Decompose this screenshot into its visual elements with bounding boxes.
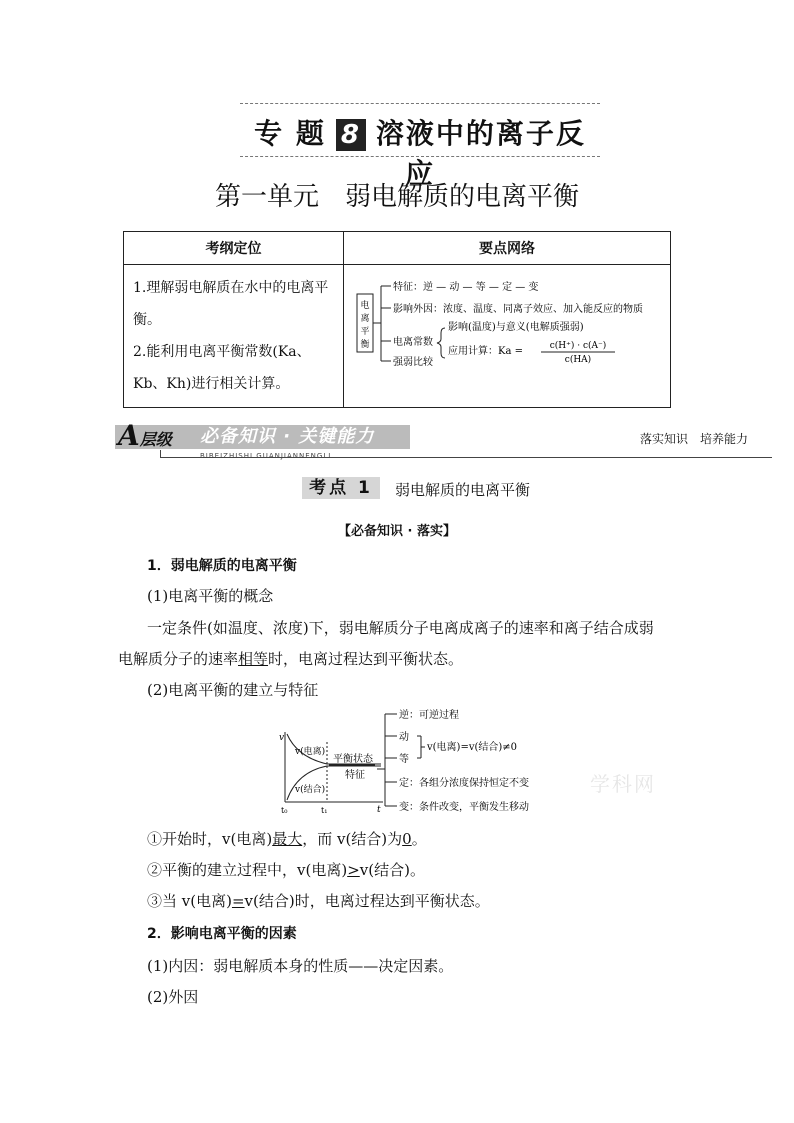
feature-item: 逆：可逆过程 (399, 710, 459, 721)
topic-number: 8 (336, 119, 366, 151)
answer-underlined: > (347, 861, 360, 879)
goal-item: 1.理解弱电解质在水中的电离平衡。 (133, 280, 329, 328)
feature-item: 动 (399, 732, 409, 743)
feature-label: 特征 (345, 770, 365, 781)
mindmap-root-1: 电 (360, 301, 370, 311)
axis-x-label: t (377, 805, 381, 815)
axis-y-label: v (279, 733, 285, 743)
col-header-network: 要点网络 (344, 232, 671, 265)
equilibrium-diagram (275, 702, 565, 820)
mindmap-root-2: 离 (360, 314, 370, 324)
answer-underlined: 0 (402, 830, 412, 848)
watermark: 学科网 (590, 772, 656, 796)
kaodian-title: 弱电解质的电离平衡 (395, 481, 531, 499)
topic-banner (240, 103, 600, 190)
mindmap-item: 电离常数 (393, 337, 433, 348)
unit-title: 第一单元 弱电解质的电离平衡 (214, 182, 579, 212)
feature-item: 定：各组分浓度保持恒定不变 (399, 778, 529, 789)
point-1: ①开始时，v(电离)最大，而 v(结合)为0。 (147, 830, 427, 848)
section-bracket-title: 【必备知识 · 落实】 (338, 524, 456, 539)
topic-prefix: 专 题 (254, 117, 326, 150)
curve-dissoc-label: v(电离) (295, 747, 326, 757)
section-heading: 2．影响电离平衡的因素 (147, 926, 297, 942)
level-word: 层级 (139, 430, 172, 449)
curve-combine-label: v(结合) (295, 785, 326, 795)
level-pinyin: BIBEIZHISHI GUANJIANNENGLI (200, 452, 332, 460)
feature-note: v(电离)=v(结合)≠0 (427, 742, 518, 753)
mindmap-diagram (345, 266, 669, 390)
level-right-text: 落实知识 培养能力 (640, 432, 749, 446)
subsection-heading: (2)外因 (147, 988, 199, 1006)
paragraph-line: (1)内因：弱电解质本身的性质——决定因素。 (147, 957, 454, 975)
outline-table (123, 231, 671, 408)
mindmap-item: 强弱比较 (393, 357, 433, 368)
paragraph-line: 一定条件(如温度、浓度)下，弱电解质分子电离成离子的速率和离子结合成弱 (147, 619, 654, 637)
paragraph-line: 电解质分子的速率相等时，电离过程达到平衡状态。 (118, 650, 464, 668)
point-3: ③当 v(电离)=v(结合)时，电离过程达到平衡状态。 (147, 892, 490, 910)
feature-item: 变：条件改变，平衡发生移动 (399, 802, 529, 813)
mindmap-root-3: 平 (360, 327, 370, 337)
t1-label: t₁ (321, 806, 328, 815)
mindmap-sub-item: 影响(温度)与意义(电解质强弱) (448, 322, 584, 333)
formula-numerator: c(H⁺) · c(A⁻) (549, 341, 607, 351)
goals-cell (124, 265, 344, 408)
col-header-goals: 考纲定位 (124, 232, 344, 265)
mindmap-root-4: 衡 (360, 340, 370, 350)
equilibrium-state-label: 平衡状态 (333, 754, 373, 765)
section-heading: 1．弱电解质的电离平衡 (147, 558, 297, 574)
t0-label: t₀ (281, 806, 288, 815)
answer-underlined: 最大 (272, 830, 303, 848)
topic-title: 溶液中的离子反应 (375, 117, 586, 190)
subsection-heading: (1)电离平衡的概念 (147, 587, 274, 605)
level-letter: A层级 (118, 419, 172, 452)
level-underline-tick (160, 450, 161, 457)
level-banner-text: 必备知识 · 关键能力 (200, 426, 375, 447)
mindmap-cell (344, 265, 671, 408)
kaodian-label: 考点 1 (302, 477, 380, 499)
mindmap-sub-item: 应用计算：Ka = (448, 346, 523, 357)
answer-underlined: 相等 (238, 650, 269, 668)
feature-item: 等 (399, 754, 409, 765)
formula-denominator: c(HA) (564, 355, 592, 365)
subsection-heading: (2)电离平衡的建立与特征 (147, 681, 319, 699)
mindmap-item: 特征：逆 — 动 — 等 — 定 — 变 (393, 282, 539, 293)
goal-item: 2.能利用电离平衡常数(Ka、Kb、Kh)进行相关计算。 (133, 344, 311, 392)
mindmap-item: 影响外因：浓度、温度、同离子效应、加入能反应的物质 (393, 304, 643, 315)
point-2: ②平衡的建立过程中，v(电离)>v(结合)。 (147, 861, 425, 879)
answer-underlined: = (231, 892, 245, 910)
